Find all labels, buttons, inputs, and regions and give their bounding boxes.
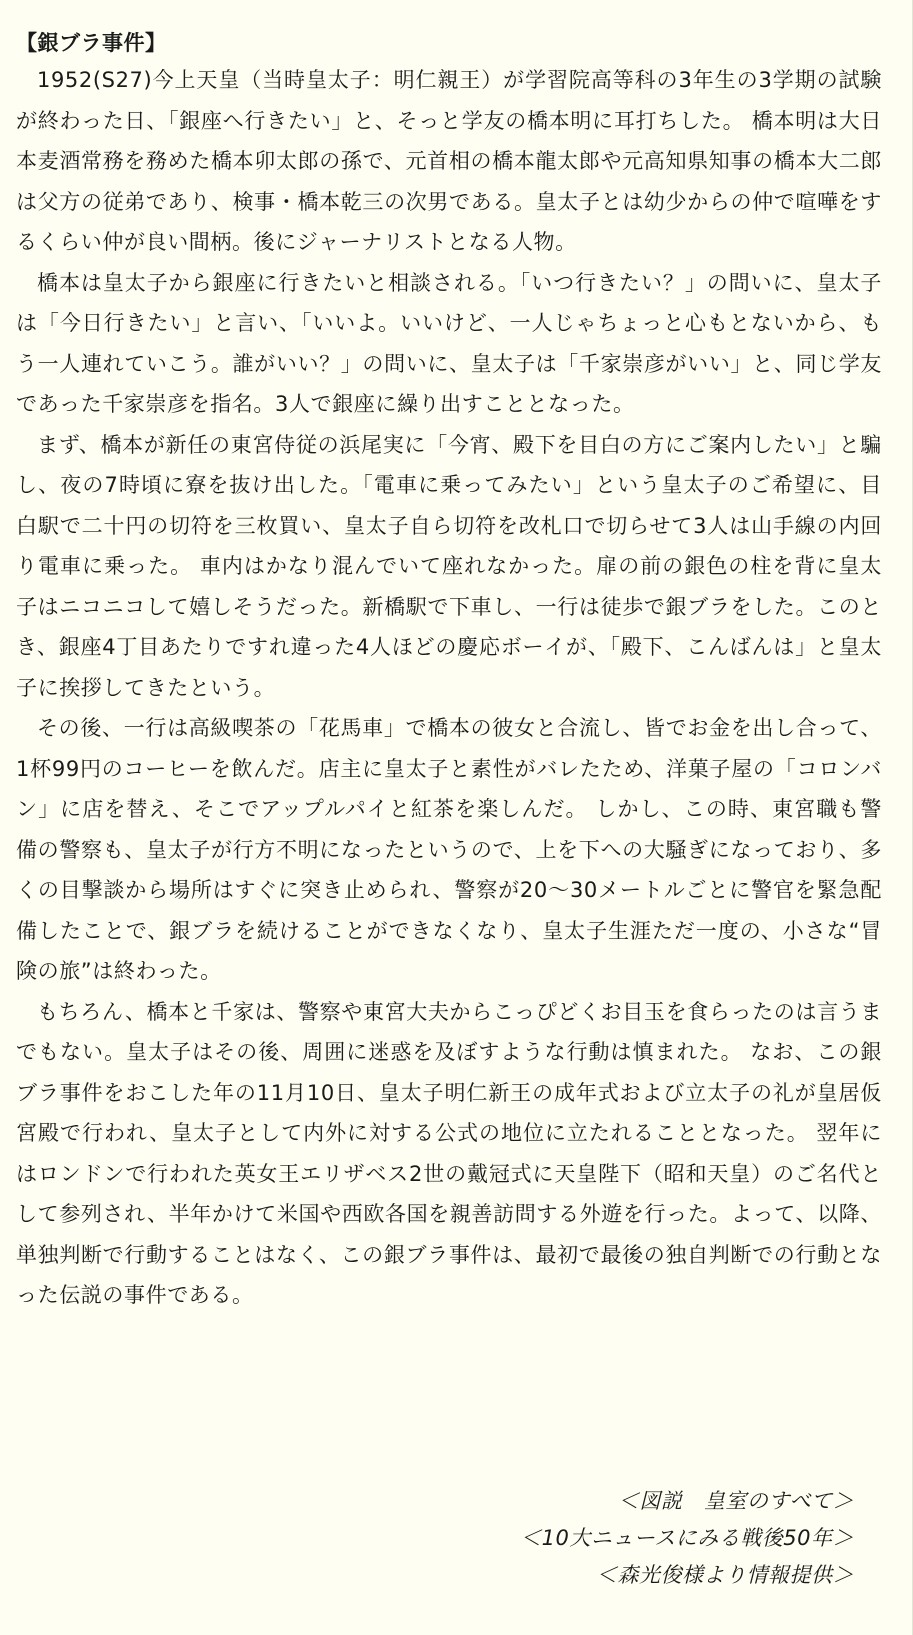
source-credit: ＜10大ニュースにみる戦後50年＞ [520,1526,854,1550]
paragraph-5: もちろん、橋本と千家は、警察や東宮大夫からこっぴどくお目玉を食らったのは言うまでもない。皇太子はその後、周囲に迷惑を及ぼすような行動は慎まれた。 なお、この銀ブラ事件をおこした年の11月10日、皇太子明仁新王の成年式および立太子の礼が皇居仮宮殿で行われ、皇太子として内外に対する公式の地位に立たれることとなった。 翌年にはロンドンで行われた英女王エリザベス2世の戴冠式に天皇陛下（昭和天皇）のご名代として参列され、半年かけて米国や西欧各国を親善訪問する外遊を行った。よって、以降、単独判断で行動することはなく、この銀ブラ事件は、最初で最後の独自判断での行動となった伝説の事件である。 [16,999,882,1307]
article-title: 【銀ブラ事件】 [16,31,167,55]
paragraph-1: 1952(S27)今上天皇（当時皇太子：明仁親王）が学習院高等科の3年生の3学期の試験が終わった日、「銀座へ行きたい」と、そっと学友の橋本明に耳打ちした。 橋本明は大日本麦酒常務を務めた橋本卯太郎の孫で、元首相の橋本龍太郎や元高知県知事の橋本大二郎は父方の従弟であり、検事・橋本乾三の次男である。皇太子とは幼少からの仲で喧嘩をするくらい仲が良い間柄。後にジャーナリストとなる人物。 [16,68,882,254]
source-credits [520,1483,854,1594]
paragraph-2: 橋本は皇太子から銀座に行きたいと相談される。「いつ行きたい？」の問いに、皇太子は「今日行きたい」と言い、「いいよ。いいけど、一人じゃちょっと心もとないから、もう一人連れていこう。誰がいい？」の問いに、皇太子は「千家崇彦がいい」と、同じ学友であった千家崇彦を指名。3人で銀座に繰り出すこととなった。 [16,270,882,416]
source-credit: ＜図説 皇室のすべて＞ [617,1489,854,1513]
paragraph-4: その後、一行は高級喫茶の「花馬車」で橋本の彼女と合流し、皆でお金を出し合って、1杯99円のコーヒーを飲んだ。店主に皇太子と素性がバレたため、洋菓子屋の「コロンバン」に店を替え、そこでアップルパイと紅茶を楽しんだ。 しかし、この時、東宮職も警備の警察も、皇太子が行方不明になったというので、上を下への大騒ぎになっており、多くの目撃談から場所はすぐに突き止められ、警察が20〜30メートルごとに警官を緊急配備したことで、銀ブラを続けることができなくなり、皇太子生涯ただ一度の、小さな“冒険の旅”は終わった。 [16,716,882,983]
source-credit: ＜森光俊様より情報提供＞ [596,1563,854,1587]
paragraph-3: まず、橋本が新任の東宮侍従の浜尾実に「今宵、殿下を目白の方にご案内したい」と騙し、夜の7時頃に寮を抜け出した。「電車に乗ってみたい」という皇太子のご希望に、目白駅で二十円の切符を三枚買い、皇太子自ら切符を改札口で切らせて3人は山手線の内回り電車に乗った。 車内はかなり混んでいて座れなかった。扉の前の銀色の柱を背に皇太子はニコニコして嬉しそうだった。新橋駅で下車し、一行は徒歩で銀ブラをした。このとき、銀座4丁目あたりですれ違った4人ほどの慶応ボーイが、「殿下、こんばんは」と皇太子に挨拶してきたという。 [16,432,882,700]
